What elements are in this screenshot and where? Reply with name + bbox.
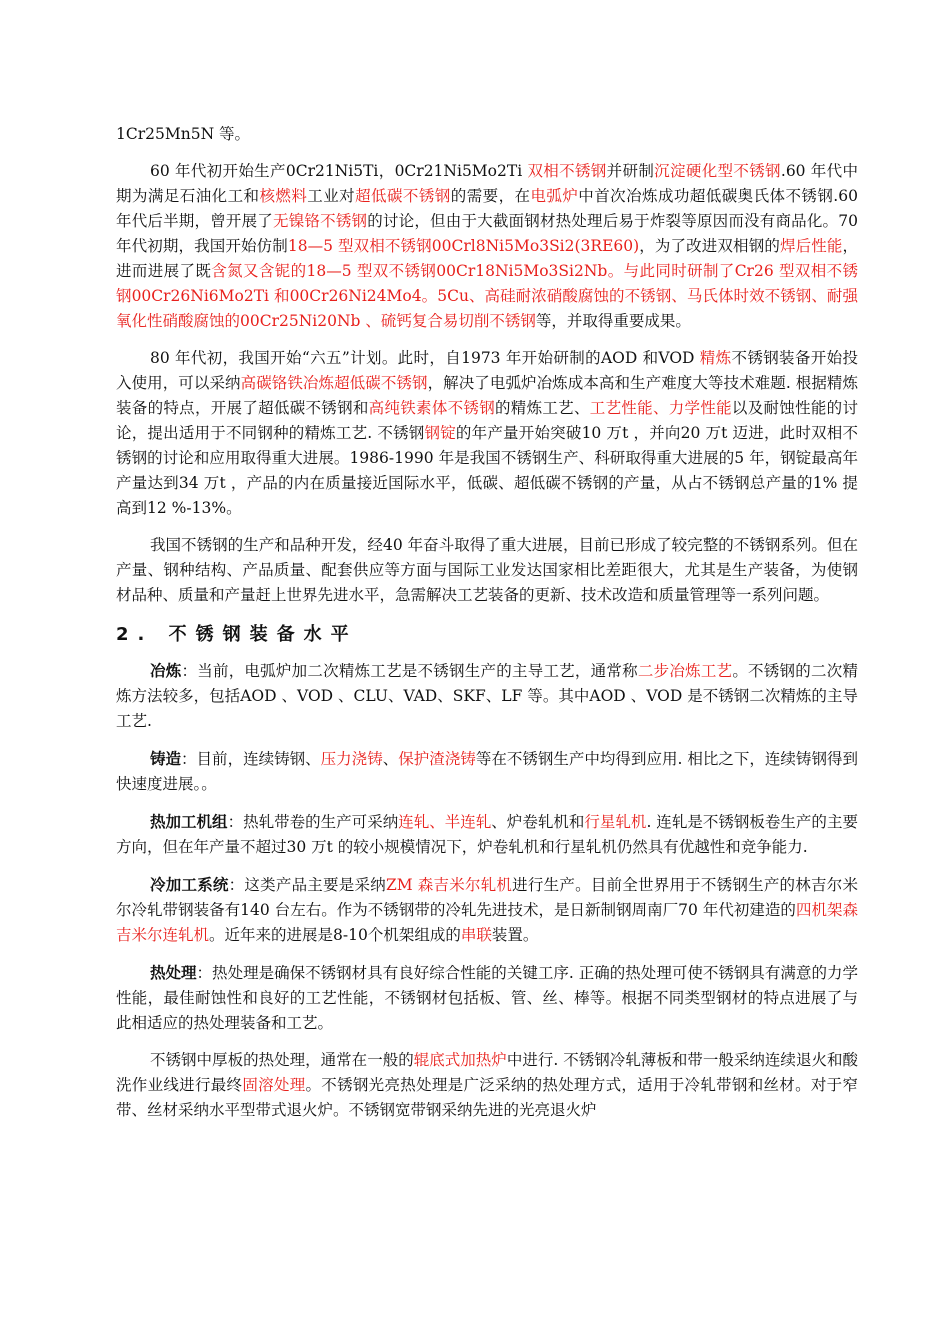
text-run: 的讨论，但由于大截面钢材热处理后易于炸裂等原因而没有商品化。70 年代初期，我国开始仿制 xyxy=(116,212,858,255)
section-heading: 2. 不锈钢装备水平 xyxy=(116,624,358,645)
text-run: 以及耐蚀性能的讨论，提出适用于不同钢种的精炼工艺. 不锈钢 xyxy=(116,399,858,442)
highlighted-term: 精炼 xyxy=(699,349,732,367)
text-run: 60 年代初开始生产0Cr21Ni5Ti，0Cr21Ni5Mo2Ti xyxy=(150,162,528,180)
highlighted-term: 双相不锈钢 xyxy=(527,162,607,180)
text-run: ：目前，连续铸钢、 xyxy=(181,750,321,768)
text-run: 、 xyxy=(382,750,399,768)
text-run: 等在不锈钢生产中均得到应用. 相比之下，连续铸钢得到快速度进展。。 xyxy=(116,750,858,793)
text-run: 中首次冶炼成功超低碳奥氏体不锈钢.60 年代后半期，曾开展了 xyxy=(116,187,858,230)
text-run: 。不锈钢的二次精炼方法较多，包括AOD 、VOD 、CLU、VAD、SKF、LF 等。其中AOD 、VOD 是不锈钢二次精炼的主导工艺. xyxy=(116,662,858,730)
bold-label: 热处理 xyxy=(150,963,197,982)
highlighted-term: 焊后性能 xyxy=(779,237,843,255)
text-run: 装置。 xyxy=(491,926,539,944)
highlighted-term: 沉淀硬化型不锈钢 xyxy=(654,162,781,180)
paragraph-heat-treatment xyxy=(116,960,858,1036)
paragraph-hot-working xyxy=(116,809,858,860)
highlighted-term: 四机架森吉米尔连轧机 xyxy=(116,901,858,944)
text-run: . 连轧是不锈钢板卷生产的主要方向，但在年产量不超过30 万t 的较小规模情况下，炉卷轧机和行星轧机仍然具有优越性和竞争能力. xyxy=(116,813,858,856)
text-run: 的需要，在 xyxy=(450,187,531,205)
highlighted-term: 串联 xyxy=(460,926,492,944)
highlighted-term: 18—5 型双相不锈钢00Crl8Ni5Mo3Si2(3RE60) xyxy=(287,237,640,255)
text-run: 不锈钢装备开始投入使用，可以采纳 xyxy=(116,349,858,392)
text-run: ，解决了电弧炉冶炼成本高和生产难度大等技术难题. 根据精炼装备的特点，开展了超低碳不锈钢和 xyxy=(116,374,858,417)
highlighted-term: 保护渣浇铸 xyxy=(398,750,476,768)
paragraph-1960s xyxy=(116,159,858,334)
highlighted-term: 电弧炉 xyxy=(530,187,579,205)
text-run: 等，并取得重要成果。 xyxy=(535,312,691,330)
bold-label: 热加工机组 xyxy=(150,812,228,831)
highlighted-term: 钢锭 xyxy=(424,424,456,442)
highlighted-term: 核燃料 xyxy=(259,187,308,205)
text-run: 中进行. 不锈钢冷轧薄板和带一般采纳连续退火和酸洗作业线进行最终 xyxy=(116,1051,858,1094)
highlighted-term: 含氮又含铌的18—5 型双不锈钢00Cr18Ni5Mo3Si2Nb。与此同时研制了Cr26 型双相不锈钢00Cr26Ni6Mo2Ti 和00Cr26Ni24Mo4。5Cu、高硅耐浓硝酸腐蚀的不锈钢、马氏体时效不锈钢、耐强氧化性硝酸腐蚀的00Cr25Ni20Nb 、硫钙复合易切削不锈钢 xyxy=(116,262,858,330)
paragraph-summary xyxy=(116,533,858,608)
text-run: ：热处理是确保不锈钢材具有良好综合性能的关键工序. 正确的热处理可使不锈钢具有满意的力学性能，最佳耐蚀性和良好的工艺性能，不锈钢材包括板、管、丝、棒等。根据不同类型钢材的特点进展了与此相适应的热处理装备和工艺。 xyxy=(116,964,858,1032)
text-run: 。近年来的进展是8-10个机架组成的 xyxy=(209,926,461,944)
paragraph-smelting xyxy=(116,658,858,734)
text-run: 工业对 xyxy=(307,187,356,205)
text-run: 的年产量开始突破10 万t ，并向20 万t 迈进，此时双相不锈钢的讨论和应用取得重大进展。1986-1990 年是我国不锈钢生产、科研取得重大进展的5 年，钢锭最高年产量达到34 万t ，产品的内在质量接近国际水平，低碳、超低碳不锈钢的产量，从占不锈钢总产量的1% 提高到12 %-13%。 xyxy=(116,424,858,517)
highlighted-term: 辊底式加热炉 xyxy=(413,1051,507,1069)
highlighted-term: 超低碳不锈钢 xyxy=(355,187,451,205)
bold-label: 冶炼 xyxy=(150,661,182,680)
text-run: 进行生产。目前全世界用于不锈钢生产的林吉尔米尔冷轧带钢装备有140 台左右。作为不锈钢带的冷轧先进技术，是日新制钢周南厂70 年代初建造的 xyxy=(116,876,858,919)
highlighted-term: 工艺性能、力学性能 xyxy=(589,399,732,417)
text-run: ，进而进展了既 xyxy=(116,237,858,280)
highlighted-term: ZM 森吉米尔轧机 xyxy=(385,876,513,894)
text-run: 不锈钢中厚板的热处理，通常在一般的 xyxy=(150,1051,414,1069)
highlighted-term: 二步冶炼工艺 xyxy=(637,662,733,680)
paragraph-plate-treatment xyxy=(116,1048,858,1123)
text-run: ：当前，电弧炉加二次精炼工艺是不锈钢生产的主导工艺，通常称 xyxy=(181,662,638,680)
highlighted-term: 连轧、半连轧 xyxy=(398,813,492,831)
text-run: 80 年代初，我国开始“六五”计划。此时，自1973 年开始研制的AOD 和VOD xyxy=(150,349,700,367)
text-run: 并研制 xyxy=(606,162,655,180)
paragraph-1980s xyxy=(116,346,858,521)
highlighted-term: 压力浇铸 xyxy=(320,750,383,768)
text-run: ，为了改进双相钢的 xyxy=(639,237,780,255)
text-run: 1Cr25Mn5N 等。 xyxy=(116,125,251,143)
text-run: 、炉卷轧机和 xyxy=(491,813,585,831)
text-run: .60 年代中期为满足石油化工和 xyxy=(116,162,858,205)
bold-label: 铸造 xyxy=(150,749,182,768)
highlighted-term: 行星轧机 xyxy=(584,813,647,831)
highlighted-term: 高纯铁素体不锈钢 xyxy=(368,399,496,417)
paragraph-continuation xyxy=(116,122,858,147)
document-body xyxy=(116,122,858,1123)
bold-label: 冷加工系统 xyxy=(150,875,229,894)
text-run: ：这类产品主要是采纳 xyxy=(228,876,386,894)
paragraph-cold-working xyxy=(116,872,858,948)
text-run: ：热轧带卷的生产可采纳 xyxy=(227,813,399,831)
text-run: 的精炼工艺、 xyxy=(495,399,590,417)
highlighted-term: 无镍铬不锈钢 xyxy=(273,212,368,230)
highlighted-term: 固溶处理 xyxy=(242,1076,306,1094)
paragraph-casting xyxy=(116,746,858,797)
text-run: 。不锈钢光亮热处理是广泛采纳的热处理方式，适用于冷轧带钢和丝材。对于窄带、丝材采纳水平型带式退火炉。不锈钢宽带钢采纳先进的光亮退火炉 xyxy=(116,1076,858,1119)
highlighted-term: 高碳铬铁冶炼超低碳不锈钢 xyxy=(240,374,428,392)
text-run: 我国不锈钢的生产和品种开发，经40 年奋斗取得了重大进展，目前已形成了较完整的不锈钢系列。但在产量、钢种结构、产品质量、配套供应等方面与国际工业发达国家相比差距很大，尤其是生产装备，为使钢材品种、质量和产量赶上世界先进水平，急需解决工艺装备的更新、技术改造和质量管理等一系列问题。 xyxy=(116,536,858,604)
